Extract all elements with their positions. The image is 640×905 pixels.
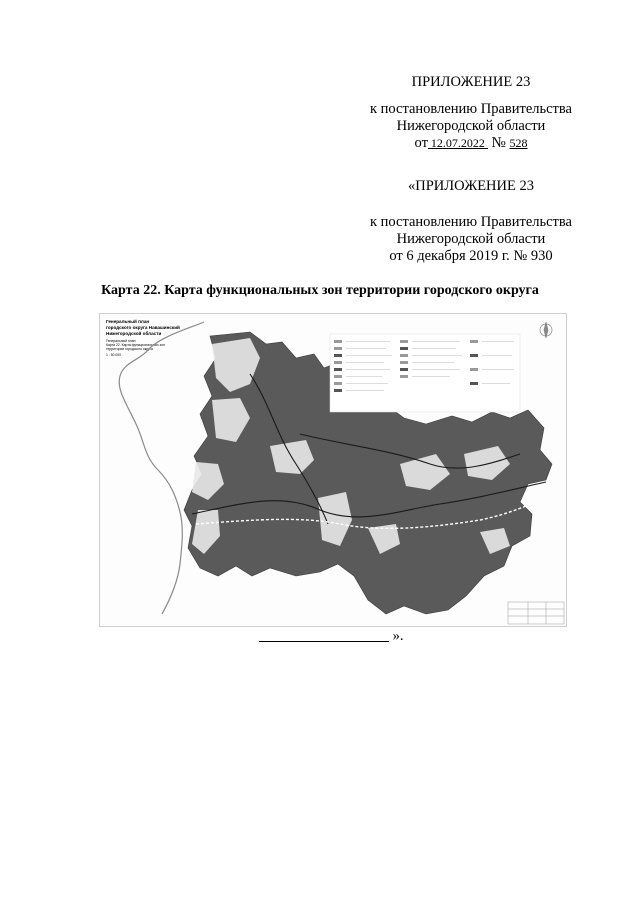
original-decree-line-1: к постановлению Правительства xyxy=(370,214,572,230)
river xyxy=(119,322,204,614)
decree-date: 12.07.2022 xyxy=(430,136,485,150)
title-stamp xyxy=(508,602,564,624)
north-arrow-icon xyxy=(540,322,552,338)
appendix-original-block xyxy=(340,178,602,265)
original-decree-date: от 6 декабря 2019 г. № 930 xyxy=(389,248,553,264)
number-sign: № xyxy=(491,135,506,151)
sheet-subtitle-2: Карта 22. Карта функциональных зон xyxy=(106,343,165,347)
sheet-title-2: городского округа Навашинский xyxy=(106,325,180,330)
decree-line-1: к постановлению Правительства xyxy=(370,101,572,117)
signature-line xyxy=(259,628,389,642)
closing-mark: ». xyxy=(392,628,404,644)
sheet-scale: 1 : 50 000 xyxy=(106,353,122,357)
appendix-current-block xyxy=(340,74,602,152)
decree-line-2: Нижегородской области xyxy=(396,118,546,134)
sheet-subtitle-1: Генеральный план xyxy=(106,339,136,343)
sheet-subtitle-3: территории городского округа xyxy=(106,347,153,351)
decree-number: 528 xyxy=(509,136,528,150)
legend xyxy=(330,334,520,412)
decree-date-line xyxy=(340,135,602,152)
original-appendix-title: «ПРИЛОЖЕНИЕ 23 xyxy=(408,178,534,194)
original-decree-line-2: Нижегородской области xyxy=(396,231,546,247)
from-prefix: от xyxy=(414,135,428,151)
functional-zones-map xyxy=(99,313,567,627)
closing-line xyxy=(259,628,404,645)
sheet-title-1: Генеральный план xyxy=(106,319,150,324)
map-svg xyxy=(100,314,566,626)
map-caption: Карта 22. Карта функциональных зон территории городского округа xyxy=(101,283,539,298)
appendix-title: ПРИЛОЖЕНИЕ 23 xyxy=(411,74,531,90)
sheet-title-3: Нижегородской области xyxy=(106,331,162,336)
